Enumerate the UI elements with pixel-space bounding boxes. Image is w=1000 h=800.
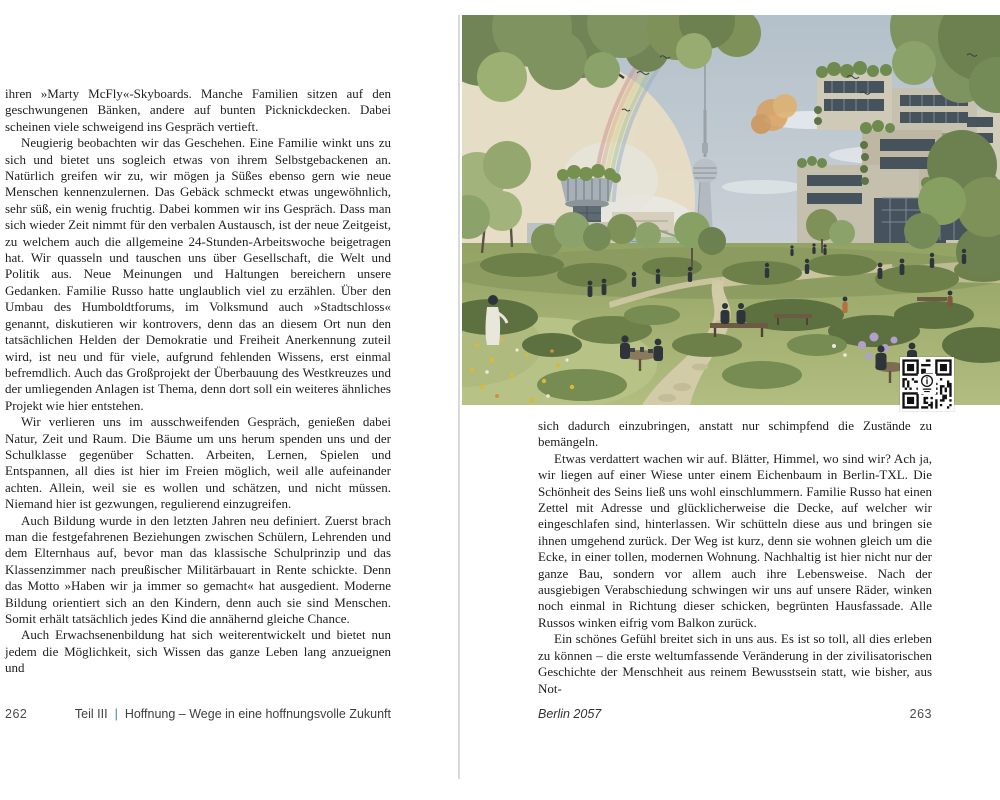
- right-page-text: [538, 418, 932, 697]
- chapter-title: Berlin 2057: [538, 707, 602, 721]
- part-label: Teil III: [74, 707, 108, 721]
- info-icon: [918, 374, 936, 394]
- right-page-footer: [538, 707, 932, 721]
- part-title: Hoffnung – Wege in eine hoffnungsvolle Zukunft: [124, 707, 391, 721]
- paragraph: Auch Bildung wurde in den letzten Jahren neu definiert. Zuerst brach man die festgefahrenen Beziehungen zwischen Schülern, Lehrenden und dem Elternhaus auf, bevor man das klassische Schulprinzip und das Klassenzimmer nach preußischer Militärbauart in Rente schickte. Denn das Motto »Haben wir ja immer so gemacht« hat ausgedient. Moderne Bildung orientiert sich an den Kindern, denn auch sie sind Menschen. Somit erhält tatsächlich jedes Kind die annähernd gleiche Chance.: [5, 512, 391, 626]
- separator-pipe: |: [114, 707, 118, 721]
- page-number-left: 262: [5, 707, 28, 721]
- illustration-scene: [462, 15, 1000, 405]
- page-gutter-divider: [458, 15, 460, 779]
- left-page-text: [5, 86, 391, 677]
- left-page-footer: [5, 707, 391, 721]
- paragraph: ihren »Marty McFly«-Skyboards. Manche Familien sitzen auf den geschwungenen Bänken, andere auf bunten Picknickdecken. Dabei scheinen viele schweigend ins Gespräch vertieft.: [5, 86, 391, 134]
- running-head: [75, 707, 391, 721]
- paragraph: Neugierig beobachten wir das Geschehen. Eine Familie winkt uns zu sich und bietet uns sogleich etwas von ihrem Selbstgebackenen an. Natürlich greifen wir zu, wir mögen ja Süßes ebenso gern wie neue Menschen kennenzulernen. Das Gebäck schmeckt etwas ungewöhnlich, sehr süß, ein wenig fruchtig. Dabei kommen wir ins Gespräch. Dass man sich wieder Zeit nimmt für den verbalen Austausch, ist der neue Zeitgeist, zu welchem auch die allgemeine 24-Stunden-Arbeitswoche beigetragen hat. Wir quasseln und tauschen uns über Gesellschaft, die Welt und Politik aus. Neue Meinungen und Haltungen bereichern unsere Gedanken. Familie Russo hatte unglaublich viel zu erzählen. Über den Umbau des Humboldtforums, im Volksmund auch »Stadtschloss« genannt, diskutieren wir kontrovers, denn das an diesem Ort nun den tatsächlichen Helden der Demokratie und Freiheit Anerkennung zuteil wird, ist neu und für viele, aufgrund fehlenden Wissens, erst einmal befremdlich. Auch das Großprojekt der Überbauung des Westkreuzes und der umliegenden Anlagen ist Thema, denn dort soll ein weiteres ähnliches Projekt wie hier entstehen.: [5, 135, 391, 413]
- qr-pattern: [900, 357, 954, 411]
- page-number-right: 263: [909, 707, 932, 721]
- paragraph: Wir verlieren uns im ausschweifenden Gespräch, genießen dabei Natur, Zeit und Raum. Die Bäume um uns herum spenden uns und der Schulklasse gegenüber Schatten. Arbeiten, Lernen, Spielen und Entspannen, all dies ist hier im Freien möglich, weil alle aufeinander achten. Allein, weil sie es wollen und schätzen, und nicht müssen. Niemand hier ist gezwungen, regulierend einzugreifen.: [5, 414, 391, 512]
- paragraph: Etwas verdattert wachen wir auf. Blätter, Himmel, wo sind wir? Ach ja, wir liegen auf einer Wiese unter einem Eichenbaum in Berlin-TXL. Die Schönheit des Seins ließ uns wohl einschlummern. Familie Russo hat einen Zettel mit Adresse und glücklicherweise die Decke, auf welcher wir eingeschlafen sind, hinterlassen. Wir schütteln diese aus und bringen sie ihnen umgehend zurück. Der Weg ist kurz, denn sie wohnen gleich um die Ecke, in einer tollen, modernen Wohnung. Nachhaltig ist hier nicht nur der ganze Bau, sondern vor allem auch ihre Lebensweise. Nach der ausgiebigen Verabschiedung schwingen wir uns auf unsere Räder, winken noch einmal in Richtung dieser schicken, begrünten Hausfassade. Alle Russos winken eifrig vom Balkon zurück.: [538, 450, 932, 630]
- illustration-berlin-2057: [462, 15, 1000, 405]
- paragraph: Ein schönes Gefühl breitet sich in uns aus. Es ist so toll, all dies erleben zu können – die erste weltumfassende Veränderung in der zivilisatorischen Geschichte der Menschheit aus reinem Bewusstsein statt, wie bisher, aus Not-: [538, 631, 932, 696]
- qr-code: [900, 357, 954, 411]
- paragraph: sich dadurch einzubringen, anstatt nur schimpfend die Zustände zu bemängeln.: [538, 418, 932, 450]
- paragraph: Auch Erwachsenenbildung hat sich weiterentwickelt und bietet nun jedem die Möglichkeit, sich Wissen das ganze Leben lang anzueignen und: [5, 627, 391, 676]
